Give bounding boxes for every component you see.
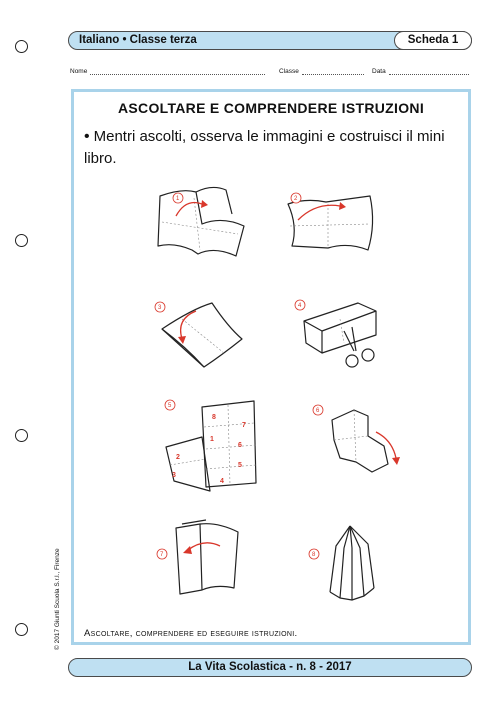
worksheet-title: ASCOLTARE E COMPRENDERE ISTRUZIONI: [117, 100, 425, 116]
class-field[interactable]: [279, 68, 364, 75]
date-label: Data: [372, 68, 386, 75]
step-5-label-2: 2: [176, 454, 180, 461]
step-5-diagram: [162, 397, 272, 497]
step-5-label-6: 6: [238, 442, 242, 449]
step-5-label-1: 1: [210, 436, 214, 443]
step-7-diagram: [152, 518, 252, 603]
binder-hole-upper: [15, 234, 28, 247]
header-title: Italiano • Classe terza: [79, 34, 197, 46]
date-field[interactable]: [372, 68, 469, 75]
class-label: Classe: [279, 68, 299, 75]
scheda-label: Scheda 1: [394, 31, 472, 50]
step-5-label-4: 4: [220, 478, 224, 485]
step-2-number: 2: [294, 196, 298, 202]
copyright-notice: © 2017 Giunti Scuola S.r.l., Firenze: [54, 548, 61, 650]
name-line: [90, 68, 265, 75]
footer-bar: La Vita Scolastica - n. 8 - 2017: [68, 658, 472, 677]
step-6-number: 6: [316, 408, 320, 414]
step-5-label-3: 3: [172, 472, 176, 479]
name-field[interactable]: [70, 68, 265, 75]
worksheet-caption: Ascoltare, comprendere ed eseguire istruzioni.: [84, 628, 298, 639]
step-5-label-8: 8: [212, 414, 216, 421]
step-4-number: 4: [298, 303, 302, 309]
step-4-diagram: [292, 297, 392, 382]
name-label: Nome: [70, 68, 88, 75]
step-8-number: 8: [312, 552, 316, 558]
step-1-diagram: [152, 184, 252, 264]
student-info-row: [70, 68, 470, 80]
worksheet-frame: [71, 89, 471, 645]
binder-hole-lower: [15, 429, 28, 442]
step-1-number: 1: [176, 196, 180, 202]
bullet-icon: •: [84, 128, 90, 145]
step-6-diagram: [306, 402, 406, 492]
step-7-number: 7: [160, 552, 164, 558]
step-3-diagram: [152, 297, 252, 377]
step-5-number: 5: [168, 403, 172, 409]
step-2-diagram: [282, 184, 382, 264]
instruction-text: [84, 126, 454, 170]
step-8-diagram: [300, 518, 400, 608]
step-3-number: 3: [158, 305, 162, 311]
binder-hole-bottom: [15, 623, 28, 636]
step-5-label-7: 7: [242, 422, 246, 429]
date-line: [389, 68, 469, 75]
step-5-label-5: 5: [238, 462, 242, 469]
class-line: [302, 68, 364, 75]
binder-hole-top: [15, 40, 28, 53]
instruction-body: Mentri ascolti, osserva le immagini e costruisci il mini libro.: [84, 128, 445, 167]
